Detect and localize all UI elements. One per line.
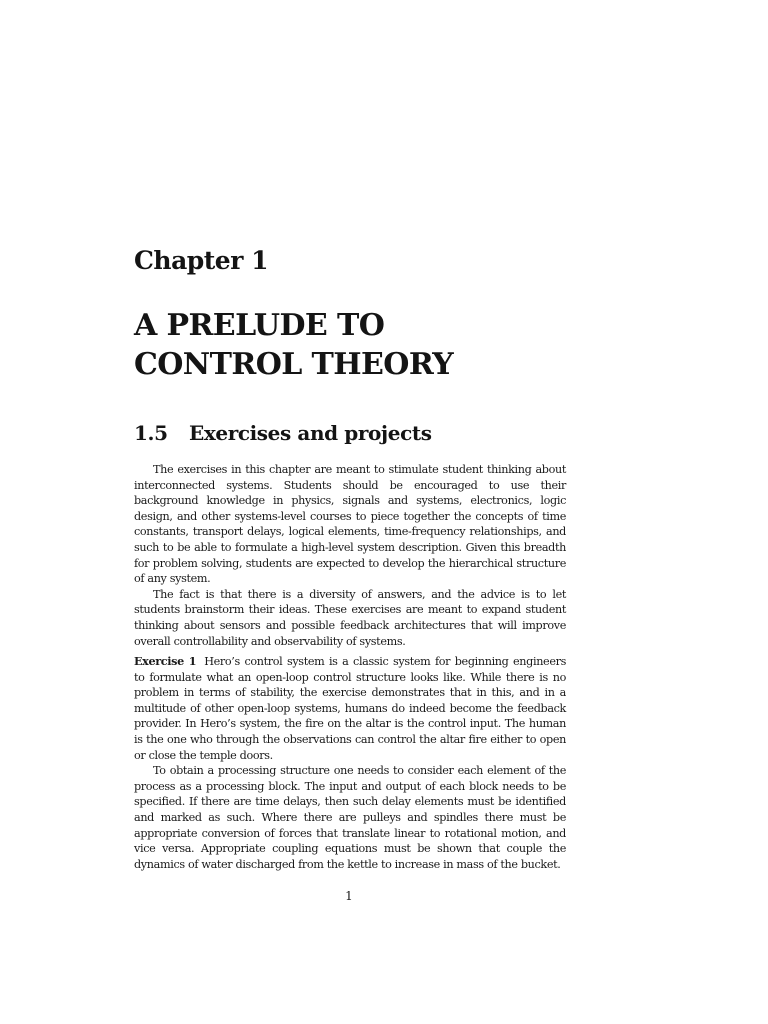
intro-paragraph-2: The fact is that there is a diversity of answers, and the advice is to let students brainstorm their ideas. These exercises are meant to expand student thinking about sensors and possible feedback architectures that will improve overall controllability and observability of systems. [134, 587, 566, 648]
exercise-1 [134, 654, 566, 872]
page-number: 1 [345, 889, 353, 903]
section-title: Exercises and projects [189, 421, 432, 445]
exercise-1-text: Hero’s control system is a classic system for beginning engineers to formulate what an open-loop control structure looks like. While there is no problem in terms of stability, the exercise demonstrates that in this, and in a multitude of other open-loop systems, humans do indeed become the feedback provider. In Hero’s system, the fire on the altar is the control input. The human is the one who through the observations can control the altar fire either to open or close the temple doors. [134, 655, 566, 762]
exercise-label: Exercise 1 [134, 654, 197, 668]
exercise-1-paragraph-1 [134, 654, 566, 763]
chapter-title-line-2: CONTROL THEORY [134, 347, 454, 382]
section-heading [134, 421, 432, 445]
intro-paragraph-1: The exercises in this chapter are meant to stimulate student thinking about interconnected systems. Students should be encouraged to use their background knowledge in physics, signals and systems, electronics, logic design, and other systems-level courses to piece together the concepts of time constants, transport delays, logical elements, time-frequency relationships, and such to be able to formulate a high-level system description. Given this breadth for problem solving, students are expected to develop the hierarchical structure of any system. [134, 463, 566, 586]
exercise-1-paragraph-2: To obtain a processing structure one needs to consider each element of the process as a processing block. The input and output of each block needs to be specified. If there are time delays, then such delay elements must be identified and marked as such. Where there are pulleys and spindles there must be appropriate conversion of forces that translate linear to rotational motion, and vice versa. Appropriate coupling equations must be shown that couple the dynamics of water discharged from the kettle to increase in mass of the bucket. [134, 764, 566, 871]
section-number: 1.5 [134, 421, 168, 445]
chapter-title-line-1: A PRELUDE TO [134, 308, 385, 343]
intro-text [134, 462, 566, 649]
chapter-title [134, 306, 694, 384]
chapter-label: Chapter 1 [134, 246, 268, 275]
